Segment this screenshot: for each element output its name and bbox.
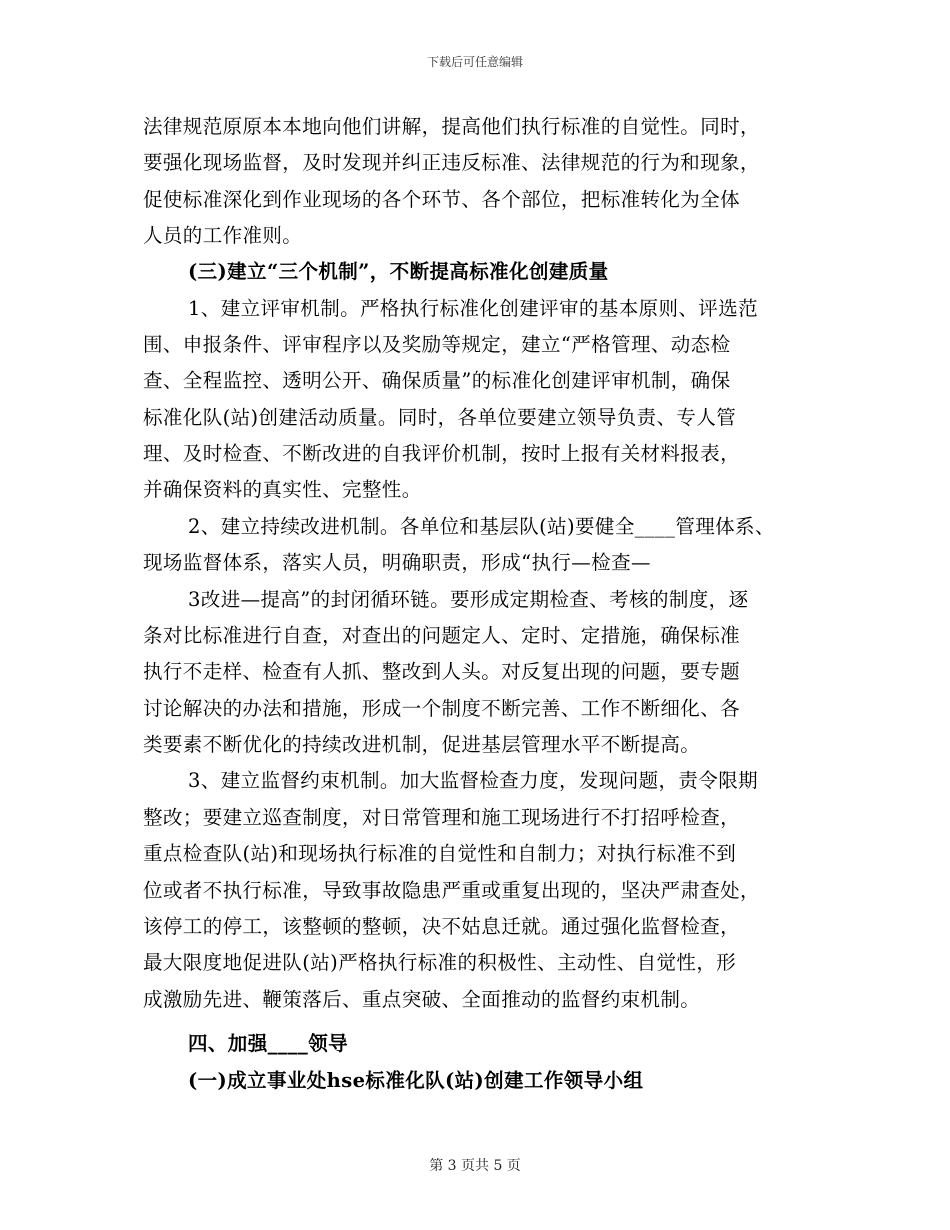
body-line: 执行不走样、检查有人抓、整改到人头。对反复出现的问题，要专题 [143,660,741,683]
section-heading: (三)建立“三个机制”，不断提高标准化创建质量 [188,260,609,283]
body-line: 最大限度地促进队(站)严格执行标准的积极性、主动性、自觉性，形 [143,951,737,974]
body-line: 3、建立监督约束机制。加大监督检查力度，发现问题，责令限期 [188,769,759,792]
body-line: 理、及时检查、不断改进的自我评价机制，按时上报有关材料报表， [143,442,741,465]
body-line: 要强化现场监督，及时发现并纠正违反标准、法律规范的行为和现象， [143,151,760,174]
body-line: 促使标准深化到作业现场的各个环节、各个部位，把标准转化为全体 [143,188,741,211]
body-line: 条对比标准进行自查，对查出的问题定人、定时、定措施，确保标准 [143,624,741,647]
body-line: 查、全程监控、透明公开、确保质量”的标准化创建评审机制，确保 [143,369,731,392]
body-line: 讨论解决的办法和措施，形成一个制度不断完善、工作不断细化、各 [143,697,741,720]
body-line: 1、建立评审机制。严格执行标准化创建评审的基本原则、评选范 [188,297,759,320]
body-line: 人员的工作准则。 [143,224,303,247]
page-header: 下载后可任意编辑 [426,55,523,69]
body-line: 围、申报条件、评审程序以及奖励等规定，建立“严格管理、动态检 [143,333,731,356]
subsection-heading: (一)成立事业处hse标准化队(站)创建工作领导小组 [188,1069,644,1092]
body-line: 法律规范原原本本地向他们讲解，提高他们执行标准的自觉性。同时， [143,115,760,138]
body-line: 该停工的停工，该整顿的整顿，决不姑息迁就。通过强化监督检查， [143,915,741,938]
body-line: 位或者不执行标准，导致事故隐患严重或重复出现的，坚决严肃查处， [143,879,760,902]
section-heading: 四、加强____领导 [188,1032,349,1055]
body-line: 现场监督体系，落实人员，明确职责，形成“执行—检查— [143,551,651,574]
page-footer: 第 3 页共 5 页 [429,1158,521,1174]
body-line: 重点检查队(站)和现场执行标准的自觉性和自制力；对执行标准不到 [143,842,737,865]
body-line: 整改；要建立巡查制度，对日常管理和施工现场进行不打招呼检查， [143,806,741,829]
body-line: 3改进—提高”的封闭循环链。要形成定期检查、考核的制度，逐 [188,588,749,611]
body-line: 类要素不断优化的持续改进机制，促进基层管理水平不断提高。 [143,733,701,756]
body-line: 2、建立持续改进机制。各单位和基层队(站)要健全____管理体系、 [188,515,775,538]
body-line: 成激励先进、鞭策落后、重点突破、全面推动的监督约束机制。 [143,988,701,1011]
body-line: 并确保资料的真实性、完整性。 [143,478,422,501]
body-line: 标准化队(站)创建活动质量。同时，各单位要建立领导负责、专人管 [143,406,737,429]
